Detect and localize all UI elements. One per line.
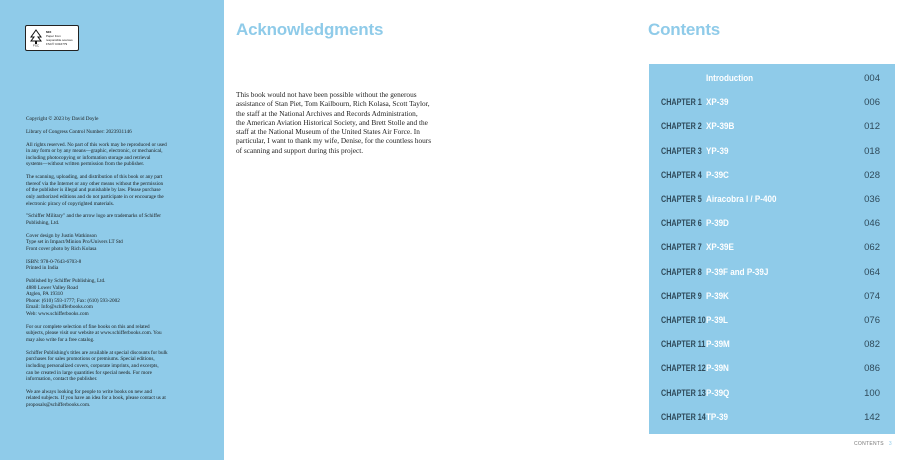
acknowledgments-title: Acknowledgments bbox=[236, 20, 384, 39]
fsc-line: FSC® C016779 bbox=[46, 42, 68, 46]
copyright-line: Front cover photo by Rich Kolasa bbox=[26, 245, 97, 252]
copyright-line: of the publisher is illegal and punishable by law. Please purchase bbox=[26, 187, 161, 194]
fsc-text bbox=[46, 30, 73, 46]
copyright-paragraph bbox=[26, 278, 198, 318]
toc-title: XP-39B bbox=[706, 121, 735, 133]
acknowledgments-line: of scanning and support during this project. bbox=[236, 145, 364, 155]
fsc-logo bbox=[25, 25, 79, 51]
copyright-paragraph bbox=[26, 142, 198, 168]
copyright-line: We are always looking for people to write books on new and bbox=[26, 388, 152, 395]
copyright-line: purchases for sales promotions or premiums. Special editions, bbox=[26, 356, 155, 363]
toc-chapter-label: CHAPTER 8 bbox=[661, 266, 702, 277]
contents-title: Contents bbox=[648, 20, 721, 39]
toc-page-number: 004 bbox=[864, 73, 880, 84]
toc-entry[interactable] bbox=[649, 189, 895, 213]
toc-entry[interactable] bbox=[649, 141, 895, 165]
copyright-line: including personalized covers, corporate imprints, and excerpts, bbox=[26, 362, 159, 369]
acknowledgments-line: staff at the National Museum of the United States Air Force. In bbox=[236, 127, 420, 137]
toc-title: P-39K bbox=[706, 290, 729, 302]
toc-entry[interactable] bbox=[649, 358, 895, 382]
copyright-line: 4880 Lower Valley Road bbox=[26, 284, 78, 291]
toc-entry[interactable] bbox=[649, 334, 895, 358]
toc-chapter-label: CHAPTER 2 bbox=[661, 121, 702, 132]
fsc-tree-icon bbox=[29, 29, 43, 47]
toc-entry[interactable] bbox=[649, 407, 895, 431]
copyright-line: Cover design by Justin Watkinson bbox=[26, 232, 97, 239]
toc-chapter-label: CHAPTER 5 bbox=[661, 194, 702, 204]
copyright-line: may also write for a free catalog. bbox=[26, 336, 95, 343]
toc-page-number: 036 bbox=[864, 194, 880, 205]
toc-entry[interactable] bbox=[649, 262, 895, 286]
copyright-paragraph bbox=[26, 116, 198, 123]
toc-chapter-label: CHAPTER 12 bbox=[661, 363, 706, 374]
toc-title: P-39N bbox=[706, 363, 729, 375]
toc-entry[interactable] bbox=[649, 310, 895, 334]
copyright-line: Atglen, PA 19310 bbox=[26, 291, 63, 298]
toc-chapter-label: CHAPTER 10 bbox=[661, 315, 706, 325]
toc-entry[interactable] bbox=[649, 68, 895, 92]
svg-text:FSC: FSC bbox=[33, 43, 39, 47]
copyright-line: can be created in large quantities for special needs. For more bbox=[26, 369, 152, 376]
toc-page-number: 018 bbox=[864, 145, 880, 157]
copyright-line: Web: www.schifferbooks.com bbox=[26, 310, 89, 317]
toc-page-number: 012 bbox=[864, 121, 880, 133]
toc-entry[interactable] bbox=[649, 213, 895, 237]
acknowledgments-line: This book would not have been possible without the generous bbox=[236, 90, 417, 99]
copyright-line: Phone: (610) 593-1777; Fax: (610) 593-2002 bbox=[26, 297, 120, 304]
toc-chapter-label: CHAPTER 4 bbox=[661, 169, 702, 180]
copyright-line: only authorized editions and do not participate in or encourage the bbox=[26, 193, 164, 200]
copyright-line: electronic piracy of copyrighted materials. bbox=[26, 200, 115, 207]
copyright-paragraph bbox=[26, 174, 198, 207]
toc-title: P-39C bbox=[706, 169, 729, 181]
toc-entry[interactable] bbox=[649, 116, 895, 140]
contents-table bbox=[649, 64, 895, 434]
copyright-paragraph bbox=[26, 233, 198, 253]
copyright-line: proposals@schifferbooks.com. bbox=[26, 402, 91, 409]
toc-chapter-label: CHAPTER 7 bbox=[661, 242, 702, 253]
toc-title: XP-39E bbox=[706, 242, 734, 254]
toc-entry[interactable] bbox=[649, 383, 895, 407]
toc-title: Airacobra I / P-400 bbox=[706, 194, 777, 205]
copyright-paragraph bbox=[26, 129, 198, 136]
copyright-line: in any form or by any means—graphic, electronic, or mechanical, bbox=[26, 148, 163, 155]
copyright-line: Library of Congress Control Number: 2023931146 bbox=[26, 128, 132, 135]
toc-page-number: 046 bbox=[864, 218, 880, 230]
toc-title: YP-39 bbox=[706, 145, 729, 157]
copyright-line: The scanning, uploading, and distribution of this book or any part bbox=[26, 174, 163, 181]
toc-page-number: 142 bbox=[864, 411, 880, 423]
copyright-paragraph bbox=[26, 389, 198, 409]
toc-page-number: 074 bbox=[864, 290, 880, 302]
toc-page-number: 100 bbox=[864, 387, 880, 399]
copyright-line: Printed in India bbox=[26, 265, 59, 272]
toc-chapter-label: CHAPTER 3 bbox=[661, 145, 702, 156]
copyright-line: Copyright © 2023 by David Doyle bbox=[26, 116, 99, 122]
copyright-page-panel bbox=[0, 0, 224, 460]
footer-label: CONTENTS bbox=[854, 441, 884, 447]
fsc-line: responsible sources bbox=[46, 38, 73, 42]
toc-title: P-39L bbox=[706, 315, 728, 326]
copyright-line: Schiffer Publishing's titles are available at special discounts for bulk bbox=[26, 349, 168, 356]
acknowledgments-line: particular, I want to thank my wife, Denise, for the countless hours bbox=[236, 136, 432, 146]
toc-chapter-label: CHAPTER 13 bbox=[661, 387, 706, 398]
toc-title: TP-39 bbox=[706, 411, 728, 423]
copyright-line: Published by Schiffer Publishing, Ltd. bbox=[26, 278, 106, 284]
toc-page-number: 076 bbox=[864, 315, 880, 326]
toc-chapter-label: CHAPTER 11 bbox=[661, 339, 706, 350]
acknowledgments-line: the staff at the National Archives and Records Administration, bbox=[236, 108, 418, 118]
toc-title: Introduction bbox=[706, 73, 754, 84]
copyright-line: subjects, please visit our website at www.schifferbooks.com. You bbox=[26, 330, 162, 337]
copyright-paragraph bbox=[26, 324, 198, 344]
acknowledgments-body bbox=[236, 90, 442, 155]
page-number: 3 bbox=[888, 441, 892, 447]
toc-title: P-39F and P-39J bbox=[706, 266, 769, 278]
toc-entry[interactable] bbox=[649, 286, 895, 310]
toc-title: XP-39 bbox=[706, 97, 729, 109]
toc-chapter-label: CHAPTER 14 bbox=[661, 411, 706, 422]
toc-page-number: 064 bbox=[864, 266, 880, 278]
copyright-text bbox=[26, 116, 198, 415]
copyright-line: systems—without written permission from the publisher. bbox=[26, 161, 145, 168]
toc-title: P-39M bbox=[706, 339, 730, 351]
toc-title: P-39D bbox=[706, 218, 729, 230]
toc-chapter-label: CHAPTER 1 bbox=[661, 97, 702, 108]
copyright-line: For our complete selection of fine books on this and related bbox=[26, 323, 150, 330]
copyright-paragraph bbox=[26, 350, 198, 383]
acknowledgments-line: assistance of Stan Piet, Tom Kailbourn, Rich Kolasa, Scott Taylor, bbox=[236, 99, 430, 109]
fsc-line: MIX bbox=[46, 30, 52, 34]
copyright-line: Type set in Impact/Minion Pro/Univers LT Std bbox=[26, 239, 123, 246]
toc-page-number: 006 bbox=[864, 97, 880, 109]
toc-page-number: 082 bbox=[864, 339, 880, 351]
toc-page-number: 028 bbox=[864, 169, 880, 181]
fsc-line: Paper from bbox=[46, 34, 61, 38]
copyright-paragraph bbox=[26, 259, 198, 272]
toc-entry[interactable] bbox=[649, 92, 895, 116]
toc-entry[interactable] bbox=[649, 237, 895, 261]
copyright-line: "Schiffer Military" and the arrow logo are trademarks of Schiffer bbox=[26, 213, 161, 220]
copyright-line: All rights reserved. No part of this work may be reproduced or used bbox=[26, 141, 167, 148]
copyright-line: ISBN: 978-0-7643-6703-8 bbox=[26, 258, 82, 265]
toc-entry[interactable] bbox=[649, 165, 895, 189]
copyright-line: thereof via the Internet or any other means without the permission bbox=[26, 180, 164, 187]
copyright-line: including photocopying or information storage and retrieval bbox=[26, 154, 151, 161]
toc-chapter-label: CHAPTER 9 bbox=[661, 290, 702, 301]
acknowledgments-line: the American Aviation Historical Society, and Brett Stolle and the bbox=[236, 117, 428, 127]
toc-page-number: 086 bbox=[864, 363, 880, 375]
copyright-line: Email: Info@schifferbooks.com bbox=[26, 304, 93, 311]
toc-title: P-39Q bbox=[706, 387, 730, 399]
copyright-line: related subjects. If you have an idea for a book, please contact us at bbox=[26, 395, 166, 402]
toc-chapter-label: CHAPTER 6 bbox=[661, 218, 702, 229]
copyright-line: information, contact the publisher. bbox=[26, 376, 98, 383]
toc-page-number: 062 bbox=[864, 242, 880, 254]
copyright-line: Publishing, Ltd. bbox=[26, 219, 60, 226]
copyright-paragraph bbox=[26, 213, 198, 226]
page-footer bbox=[854, 441, 892, 447]
